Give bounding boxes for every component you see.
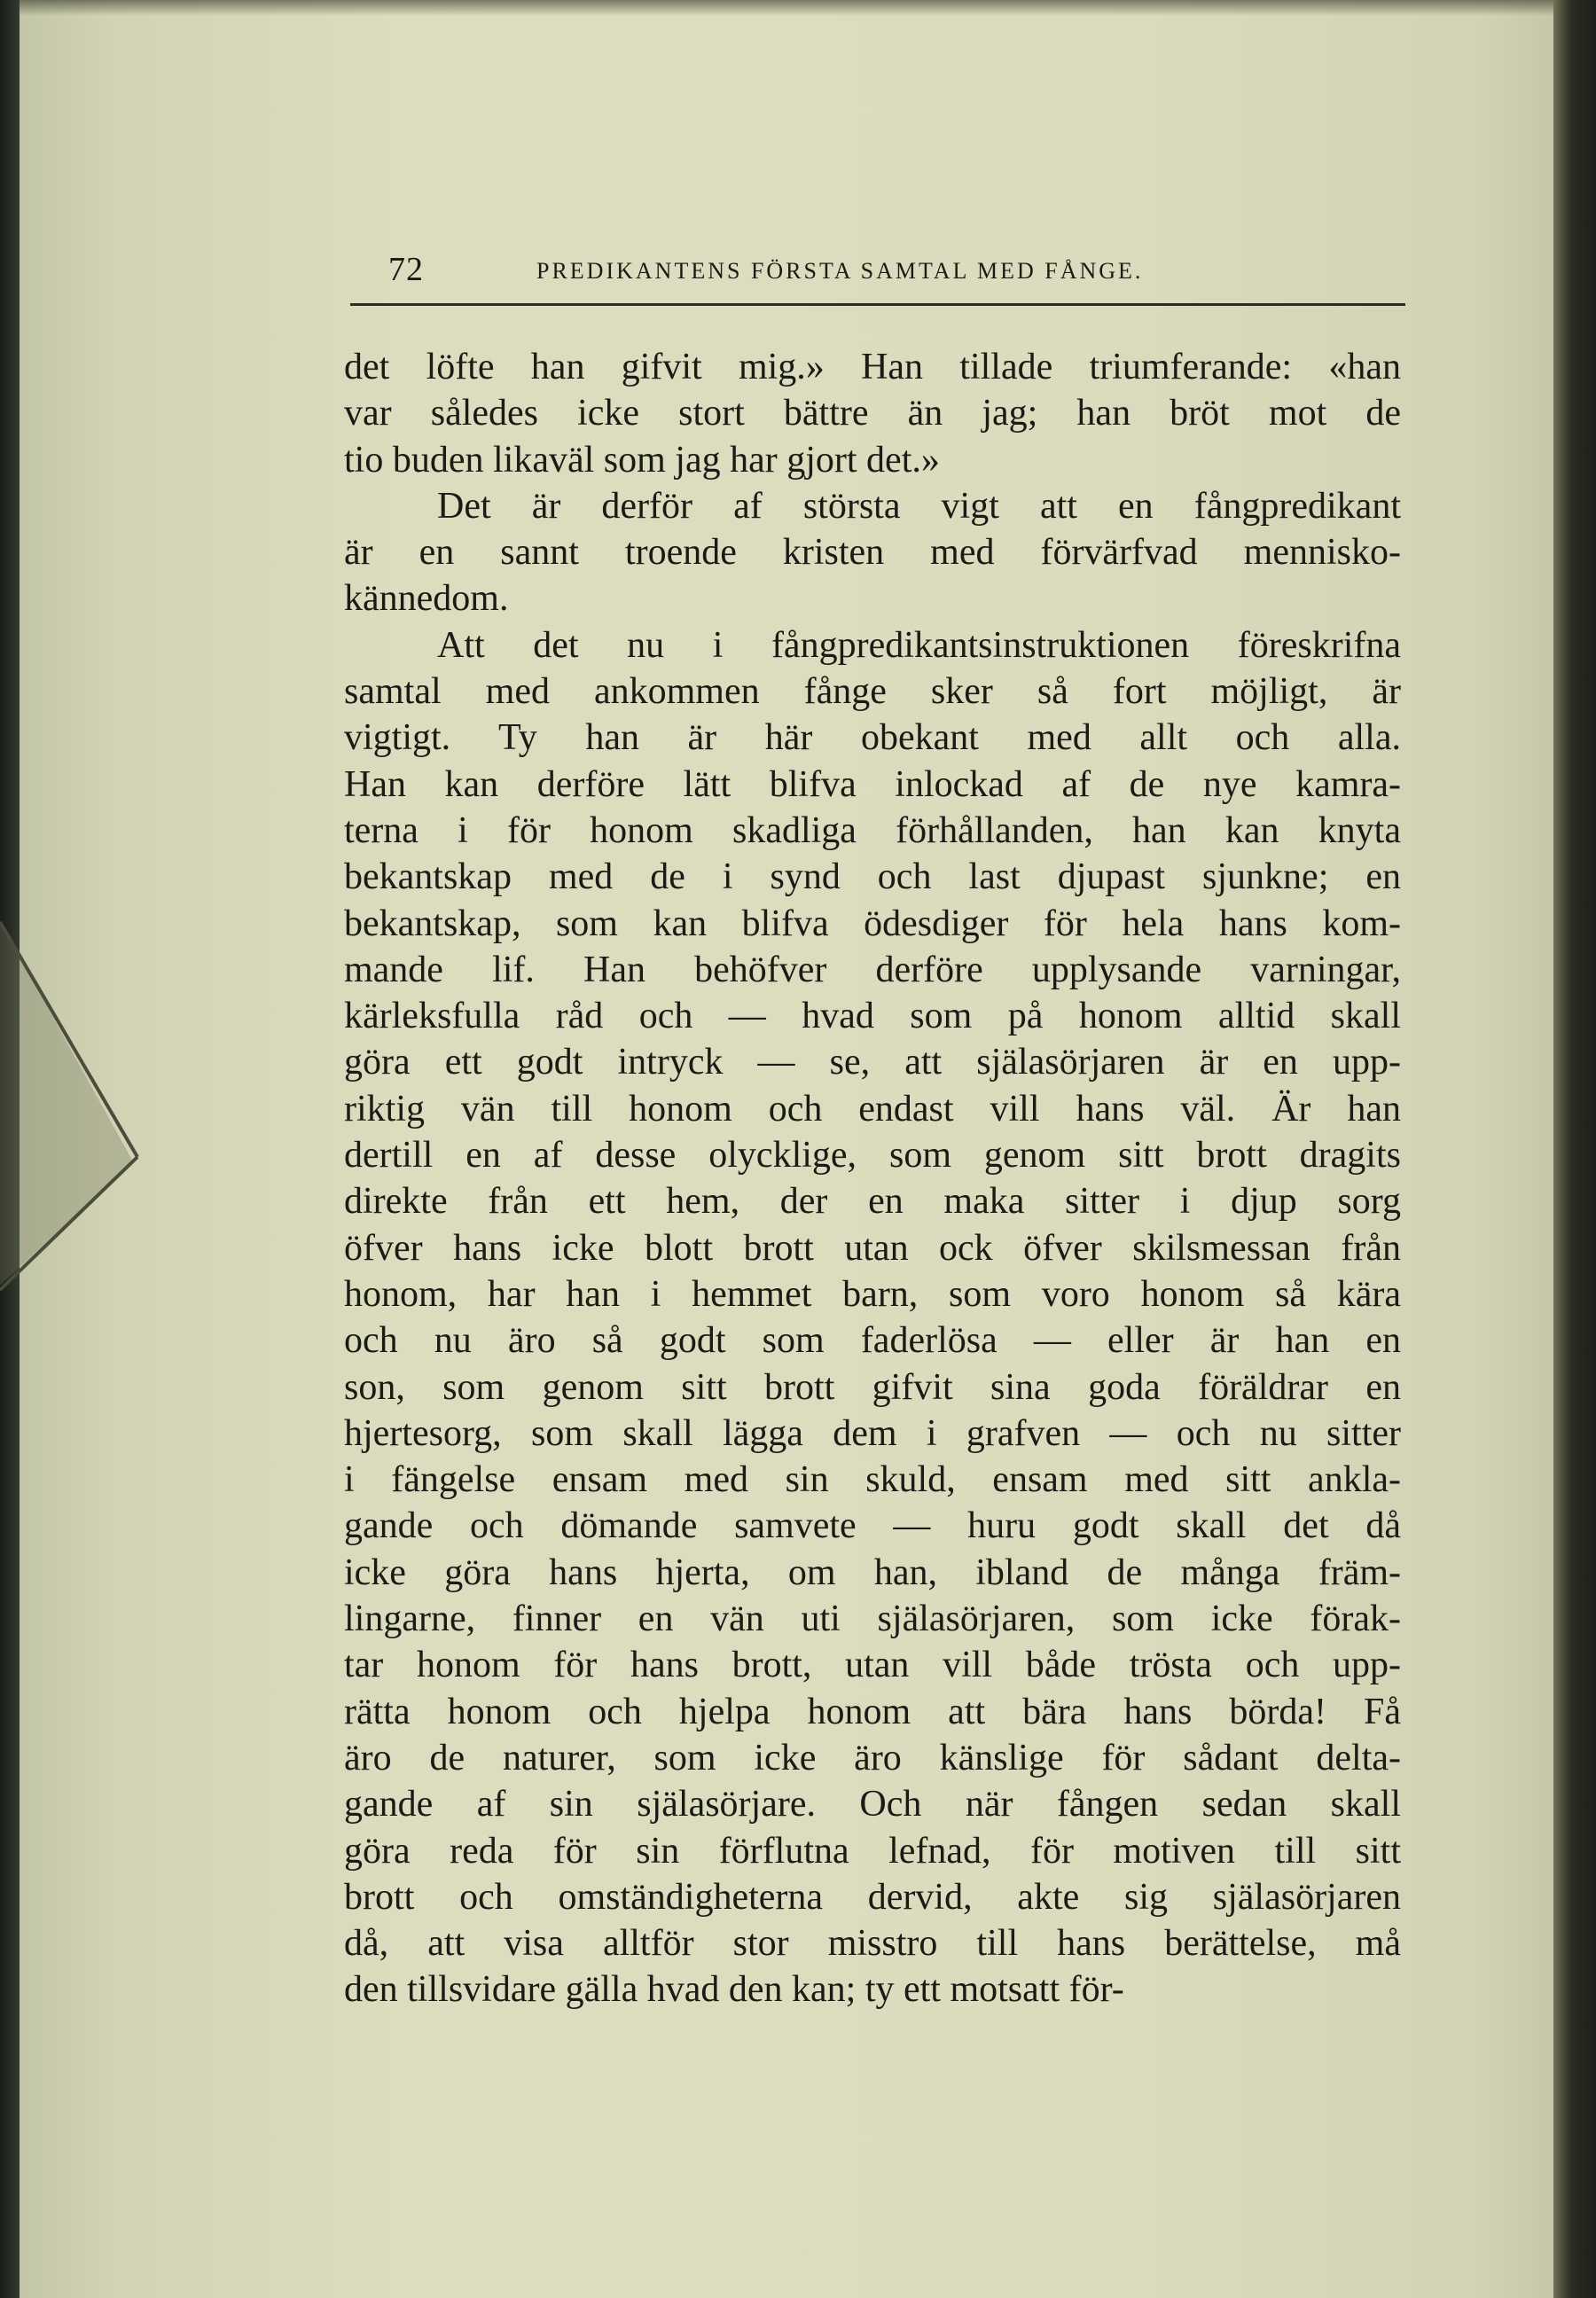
text-line: tar honom för hans brott, utan vill både trösta och upp- (344, 1645, 1401, 1686)
body-text (344, 344, 1401, 2013)
text-line: Han kan derföre lätt blifva inlockad af de nye kamra- (344, 763, 1401, 805)
text-line: i fängelse ensam med sin skuld, ensam med sitt ankla- (344, 1459, 1401, 1501)
text-line: son, som genom sitt brott gifvit sina goda föräldrar en (344, 1366, 1401, 1408)
text-line: var således icke stort bättre än jag; han bröt mot de (344, 393, 1401, 434)
text-line: brott och omständigheterna dervid, akte sig själasörjaren (344, 1876, 1401, 1918)
paragraph (344, 483, 1401, 622)
text-line: hjertesorg, som skall lägga dem i grafven — och nu sitter (344, 1412, 1401, 1454)
text-line: gande af sin själasörjare. Och när fången sedan skall (344, 1784, 1401, 1825)
paragraph (344, 344, 1401, 483)
text-line: bekantskap med de i synd och last djupast sjunkne; en (344, 856, 1401, 898)
text-line: äro de naturer, som icke äro känslige för sådant delta- (344, 1737, 1401, 1778)
text-line: terna i för honom skadliga förhållanden, han kan knyta (344, 809, 1401, 851)
text-line: direkte från ett hem, der en maka sitter i djup sorg (344, 1181, 1401, 1223)
text-line: honom, har han i hemmet barn, som voro honom så kära (344, 1273, 1401, 1315)
text-line: rätta honom och hjelpa honom att bära hans börda! Få (344, 1691, 1401, 1732)
text-line: göra ett godt intryck — se, att själasörjaren är en upp- (344, 1042, 1401, 1083)
text-line: bekantskap, som kan blifva ödesdiger för hela hans kom- (344, 903, 1401, 944)
text-line: samtal med ankommen fånge sker så fort möjligt, är (344, 671, 1401, 713)
text-line: då, att visa alltför stor misstro till hans berättelse, må (344, 1923, 1401, 1965)
text-line: det löfte han gifvit mig.» Han tillade triumferande: «han (344, 347, 1401, 387)
text-line: vigtigt. Ty han är här obekant med allt och alla. (344, 717, 1401, 759)
text-line: lingarne, finner en vän uti själasörjaren, som icke förak- (344, 1598, 1401, 1640)
text-line: göra reda för sin förflutna lefnad, för motiven till sitt (344, 1830, 1401, 1872)
text-line: den tillsvidare gälla hvad den kan; ty ett motsatt för- (344, 1969, 1124, 2011)
text-line: gande och dömande samvete — huru godt skall det då (344, 1505, 1401, 1547)
text-line: Att det nu i fångpredikantsinstruktionen föreskrifna (437, 624, 1401, 666)
running-title: PREDIKANTENS FÖRSTA SAMTAL MED FÅNGE. (536, 258, 1144, 284)
text-line: mande lif. Han behöfver derföre upplysande varningar, (344, 949, 1401, 990)
text-line: kärleksfulla råd och — hvad som på honom alltid skall (344, 996, 1401, 1037)
text-line: kännedom. (344, 578, 509, 620)
running-head (346, 250, 1405, 294)
page-number: 72 (388, 251, 424, 288)
text-line: riktig vän till honom och endast vill hans väl. Är han (344, 1088, 1401, 1129)
text-line: icke göra hans hjerta, om han, ibland de många främ- (344, 1552, 1401, 1593)
text-line: är en sannt troende kristen med förvärfvad mennisko- (344, 532, 1401, 574)
text-line: tio buden likaväl som jag har gjort det.» (344, 439, 940, 481)
text-line: öfver hans icke blott brott utan ock öfver skilsmessan från (344, 1227, 1401, 1269)
text-line: Det är derför af största vigt att en fångpredikant (437, 485, 1401, 527)
text-line: dertill en af desse olycklige, som genom sitt brott dragits (344, 1135, 1401, 1176)
header-rule (350, 303, 1405, 306)
text-line: och nu äro så godt som faderlösa — eller är han en (344, 1320, 1401, 1362)
paragraph (344, 622, 1401, 2013)
